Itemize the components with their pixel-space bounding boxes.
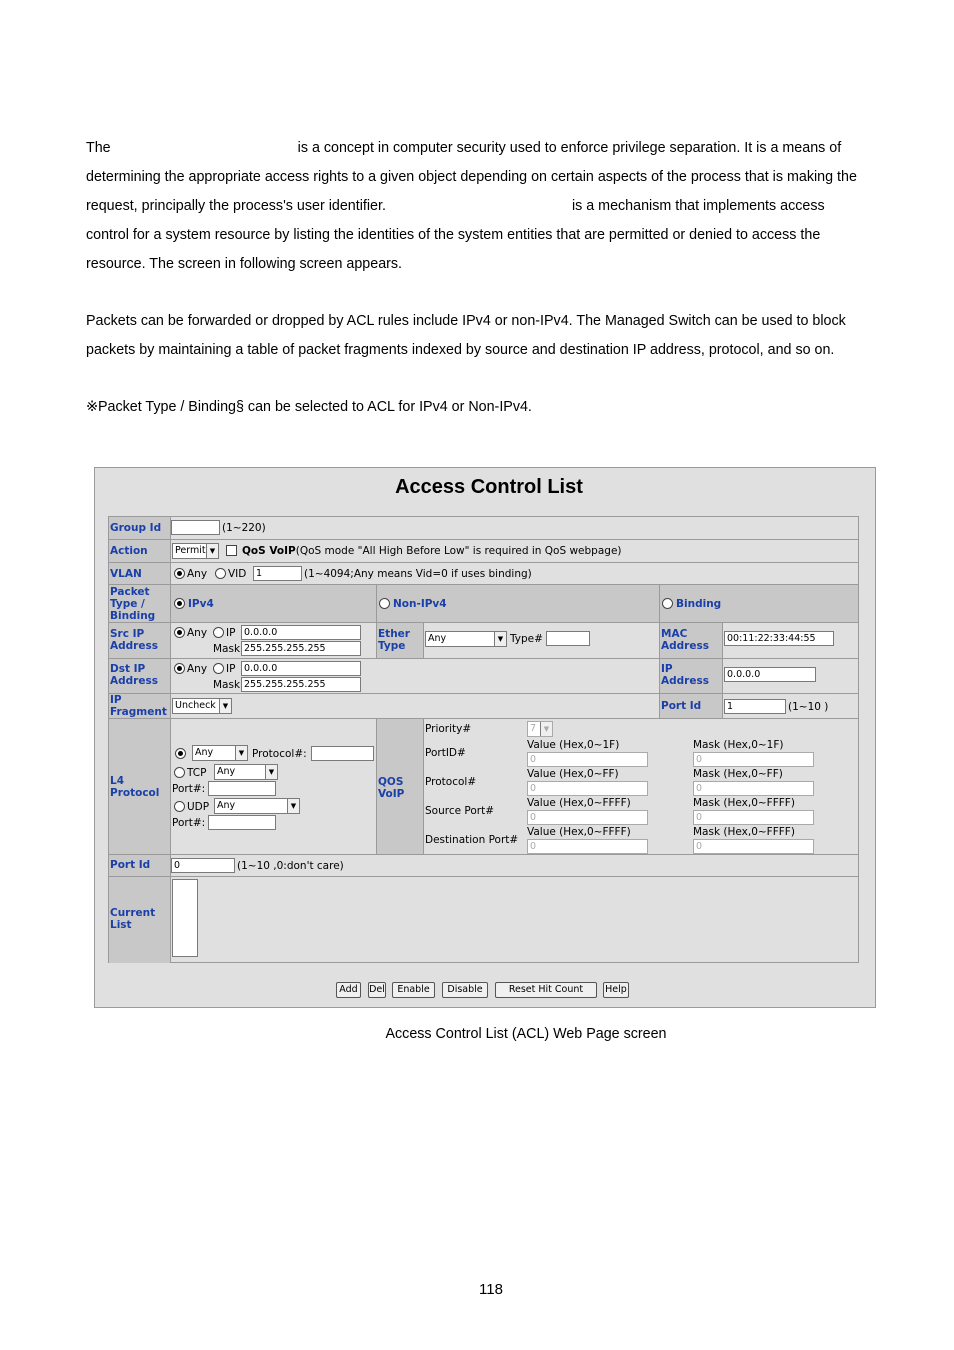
vlan-vid-input[interactable]: 1 — [253, 566, 302, 581]
vlan-label: VLAN — [109, 563, 171, 585]
packet-type-non-ipv4-cell — [377, 585, 660, 623]
chevron-down-icon: ▼ — [206, 544, 218, 558]
l4-protocol-input[interactable] — [311, 746, 374, 761]
qos-portid-label: PortID# — [425, 747, 466, 759]
current-list-box[interactable] — [172, 879, 198, 957]
l4-udp-port-input[interactable] — [208, 815, 276, 830]
qos-portid-mask-label: Mask (Hex,0~1F) — [693, 739, 784, 751]
src-ip-radio-label: IP — [226, 627, 236, 639]
l4-udp-label: UDP — [187, 801, 210, 813]
packet-type-binding-radio[interactable] — [662, 598, 673, 609]
packet-type-binding-cell — [660, 585, 859, 623]
packet-type-label-line: Type / — [110, 598, 145, 610]
ether-type-input[interactable] — [546, 631, 590, 646]
src-ip-label-line: Address — [110, 640, 158, 652]
src-ip-cell — [171, 623, 377, 659]
vlan-any-label: Any — [187, 568, 208, 580]
packet-type-label — [109, 585, 171, 623]
qos-source-port-value-input[interactable]: 0 — [527, 810, 648, 825]
qos-dest-port-value-input[interactable]: 0 — [527, 839, 648, 854]
packets-paragraph — [86, 307, 876, 365]
acl-window — [94, 467, 876, 1008]
ip-fragment-label-line: IP — [110, 694, 122, 706]
vlan-vid-radio[interactable] — [215, 568, 226, 579]
src-ip-radio[interactable] — [213, 627, 224, 638]
src-mask-input[interactable]: 255.255.255.255 — [241, 641, 361, 656]
l4-udp-select-value: Any — [217, 800, 236, 811]
qos-protocol-value-label: Value (Hex,0~FF) — [527, 768, 619, 780]
l4-tcp-port-label: Port#: — [172, 783, 206, 795]
ip-fragment-label — [109, 694, 171, 719]
ether-type-label-line: Type — [378, 640, 406, 652]
qos-priority-label: Priority# — [425, 723, 472, 735]
qos-protocol-mask-label: Mask (Hex,0~FF) — [693, 768, 783, 780]
port-id-hint: (1~10 ,0:don't care) — [237, 860, 344, 872]
l4-tcp-select-value: Any — [217, 766, 236, 777]
mac-address-label — [660, 623, 723, 659]
l4-protocol-hash-label: Protocol#: — [252, 748, 307, 760]
figure-caption: Access Control List (ACL) Web Page screen — [385, 1026, 667, 1042]
ether-type-label-line: Ether — [378, 628, 410, 640]
qos-source-port-value-label: Value (Hex,0~FFFF) — [527, 797, 631, 809]
current-list-cell — [171, 877, 859, 963]
action-select-value: Permit — [175, 545, 206, 556]
intro-paragraph — [86, 134, 876, 279]
chevron-down-icon: ▼ — [219, 699, 231, 713]
action-select[interactable] — [172, 543, 219, 559]
intro-text: The — [86, 140, 111, 156]
acl-form — [108, 516, 859, 963]
action-label: Action — [109, 540, 171, 563]
dst-ip-label-line: Dst IP — [110, 663, 146, 675]
qos-voip-label-line: QOS — [378, 776, 404, 788]
qos-voip-label-line: VoIP — [378, 788, 405, 800]
port-id-cell — [171, 855, 859, 877]
qos-voip-cell — [424, 719, 859, 855]
dst-ip-radio-label: IP — [226, 663, 236, 675]
l4-protocol-cell — [171, 719, 377, 855]
intro-text: determining the appropriate access rights to a given object depending on certain aspects of the process that is making the — [86, 169, 857, 185]
intro-text: is a concept in computer security used to enforce privilege separation. It is a means of — [297, 140, 842, 156]
l4-any-select-value: Any — [195, 747, 214, 758]
dst-ip-input[interactable]: 0.0.0.0 — [241, 661, 361, 676]
dst-ip-label-line: Address — [110, 675, 158, 687]
group-id-hint: (1~220) — [222, 522, 266, 534]
enable-button[interactable]: Enable — [392, 982, 435, 998]
port-id-right-label: Port Id — [660, 694, 723, 719]
chevron-down-icon: ▼ — [494, 632, 506, 646]
src-any-label: Any — [187, 627, 208, 639]
ether-type-label — [377, 623, 424, 659]
l4-udp-select[interactable] — [214, 798, 300, 814]
del-button[interactable]: Del — [368, 982, 386, 998]
packet-type-label-line: Packet — [110, 586, 150, 598]
vlan-cell — [171, 563, 859, 585]
qos-voip-checkbox[interactable] — [226, 545, 237, 556]
current-list-label-line: List — [110, 919, 132, 931]
qos-voip-hint: (QoS mode "All High Before Low" is required in QoS webpage) — [295, 545, 622, 557]
vlan-any-radio[interactable] — [174, 568, 185, 579]
dst-any-label: Any — [187, 663, 208, 675]
l4-protocol-label-line: L4 — [110, 775, 124, 787]
qos-voip-label: QoS VoIP — [242, 545, 296, 557]
l4-any-select[interactable] — [192, 745, 248, 761]
packet-type-ipv4-radio[interactable] — [174, 598, 185, 609]
l4-udp-radio[interactable] — [174, 801, 185, 812]
port-id-right-hint: (1~10 ) — [788, 701, 829, 713]
qos-protocol-label: Protocol# — [425, 776, 477, 788]
src-ip-input[interactable]: 0.0.0.0 — [241, 625, 361, 640]
vlan-hint: (1~4094;Any means Vid=0 if uses binding) — [304, 568, 532, 580]
port-id-input[interactable]: 0 — [171, 858, 235, 873]
current-list-label-line: Current — [110, 907, 156, 919]
qos-portid-mask-input[interactable]: 0 — [693, 752, 814, 767]
ether-type-hash-label: Type# — [510, 633, 543, 645]
qos-dest-port-mask-label: Mask (Hex,0~FFFF) — [693, 826, 795, 838]
ip-address-label-line: IP — [661, 663, 673, 675]
packets-text: packets by maintaining a table of packet fragments indexed by source and destination IP address, protocol, and so on. — [86, 342, 835, 358]
src-mask-label: Mask — [213, 643, 241, 655]
ether-type-select-value: Any — [428, 633, 447, 644]
dst-mask-label: Mask — [213, 679, 241, 691]
disable-button[interactable]: Disable — [442, 982, 488, 998]
intro-text: is a mechanism that implements access — [571, 198, 825, 214]
ip-fragment-select[interactable] — [172, 698, 232, 714]
port-id-right-input[interactable]: 1 — [724, 699, 786, 714]
qos-protocol-mask-input[interactable]: 0 — [693, 781, 814, 796]
qos-portid-value-label: Value (Hex,0~1F) — [527, 739, 620, 751]
port-id-right-cell — [723, 694, 859, 719]
packet-type-label-line: Binding — [110, 610, 156, 622]
l4-udp-port-label: Port#: — [172, 817, 206, 829]
current-list-label — [109, 877, 171, 963]
ip-address-cell — [723, 659, 859, 694]
ip-address-input[interactable]: 0.0.0.0 — [724, 667, 816, 682]
l4-protocol-label-line: Protocol — [110, 787, 160, 799]
ip-address-label-line: Address — [661, 675, 709, 687]
dst-ip-radio[interactable] — [213, 663, 224, 674]
reset-hit-count-button[interactable]: Reset Hit Count — [495, 982, 597, 998]
page-title: Access Control List — [395, 476, 583, 498]
dst-any-radio[interactable] — [174, 663, 185, 674]
l4-any-radio[interactable] — [175, 748, 186, 759]
packet-type-binding-label: Binding — [676, 598, 722, 610]
l4-protocol-label — [109, 719, 171, 855]
chevron-down-icon: ▼ — [540, 722, 552, 736]
dst-ip-label — [109, 659, 171, 694]
add-button[interactable]: Add — [336, 982, 361, 998]
chevron-down-icon: ▼ — [287, 799, 299, 813]
ip-fragment-cell — [171, 694, 660, 719]
dst-ip-cell — [171, 659, 660, 694]
qos-voip-label-cell — [377, 719, 424, 855]
ip-fragment-select-value: Uncheck — [175, 700, 216, 711]
vlan-vid-label: VID — [228, 568, 247, 580]
qos-priority-select[interactable] — [527, 721, 553, 737]
group-id-label: Group Id — [109, 517, 171, 540]
packet-type-non-ipv4-label: Non-IPv4 — [393, 598, 447, 610]
qos-source-port-mask-label: Mask (Hex,0~FFFF) — [693, 797, 795, 809]
src-ip-label — [109, 623, 171, 659]
qos-voip-text — [242, 545, 622, 558]
l4-tcp-select[interactable] — [214, 764, 278, 780]
group-id-cell — [171, 517, 859, 540]
intro-text: request, principally the process's user identifier. — [86, 198, 386, 214]
chevron-down-icon: ▼ — [235, 746, 247, 760]
qos-priority-select-value: 7 — [530, 723, 537, 734]
chevron-down-icon: ▼ — [265, 765, 277, 779]
packet-type-non-ipv4-radio[interactable] — [379, 598, 390, 609]
intro-text: resource. The screen in following screen appears. — [86, 256, 403, 272]
qos-portid-value-input[interactable]: 0 — [527, 752, 648, 767]
l4-tcp-port-input[interactable] — [208, 781, 276, 796]
page-number: 118 — [479, 1281, 503, 1298]
ether-type-cell — [424, 623, 660, 659]
qos-dest-port-value-label: Value (Hex,0~FFFF) — [527, 826, 631, 838]
l4-tcp-radio[interactable] — [174, 767, 185, 778]
qos-dest-port-label: Destination Port# — [425, 834, 519, 846]
qos-source-port-label: Source Port# — [425, 805, 495, 817]
dst-mask-input[interactable]: 255.255.255.255 — [241, 677, 361, 692]
qos-dest-port-mask-input[interactable]: 0 — [693, 839, 814, 854]
qos-protocol-value-input[interactable]: 0 — [527, 781, 648, 796]
packets-text: Packets can be forwarded or dropped by ACL rules include IPv4 or non-IPv4. The Managed Switch can be used to block — [86, 313, 846, 329]
group-id-input[interactable] — [171, 520, 220, 535]
packet-type-ipv4-label: IPv4 — [188, 598, 214, 610]
ip-address-label — [660, 659, 723, 694]
src-ip-label-line: Src IP — [110, 628, 145, 640]
note-paragraph: ※Packet Type / Binding§ can be selected to ACL for IPv4 or Non-IPv4. — [86, 399, 532, 415]
qos-source-port-mask-input[interactable]: 0 — [693, 810, 814, 825]
l4-tcp-label: TCP — [187, 767, 207, 779]
packet-type-ipv4-cell — [171, 585, 377, 623]
mac-address-cell — [723, 623, 859, 659]
src-any-radio[interactable] — [174, 627, 185, 638]
ether-type-select[interactable] — [425, 631, 507, 647]
port-id-label: Port Id — [109, 855, 171, 877]
mac-address-label-line: Address — [661, 640, 709, 652]
mac-address-label-line: MAC — [661, 628, 688, 640]
action-cell — [171, 540, 859, 563]
help-button[interactable]: Help — [603, 982, 629, 998]
intro-text: control for a system resource by listing the identities of the system entities that are permitted or denied to access the — [86, 227, 821, 243]
ip-fragment-label-line: Fragment — [110, 706, 167, 718]
mac-address-input[interactable]: 00:11:22:33:44:55 — [724, 631, 834, 646]
